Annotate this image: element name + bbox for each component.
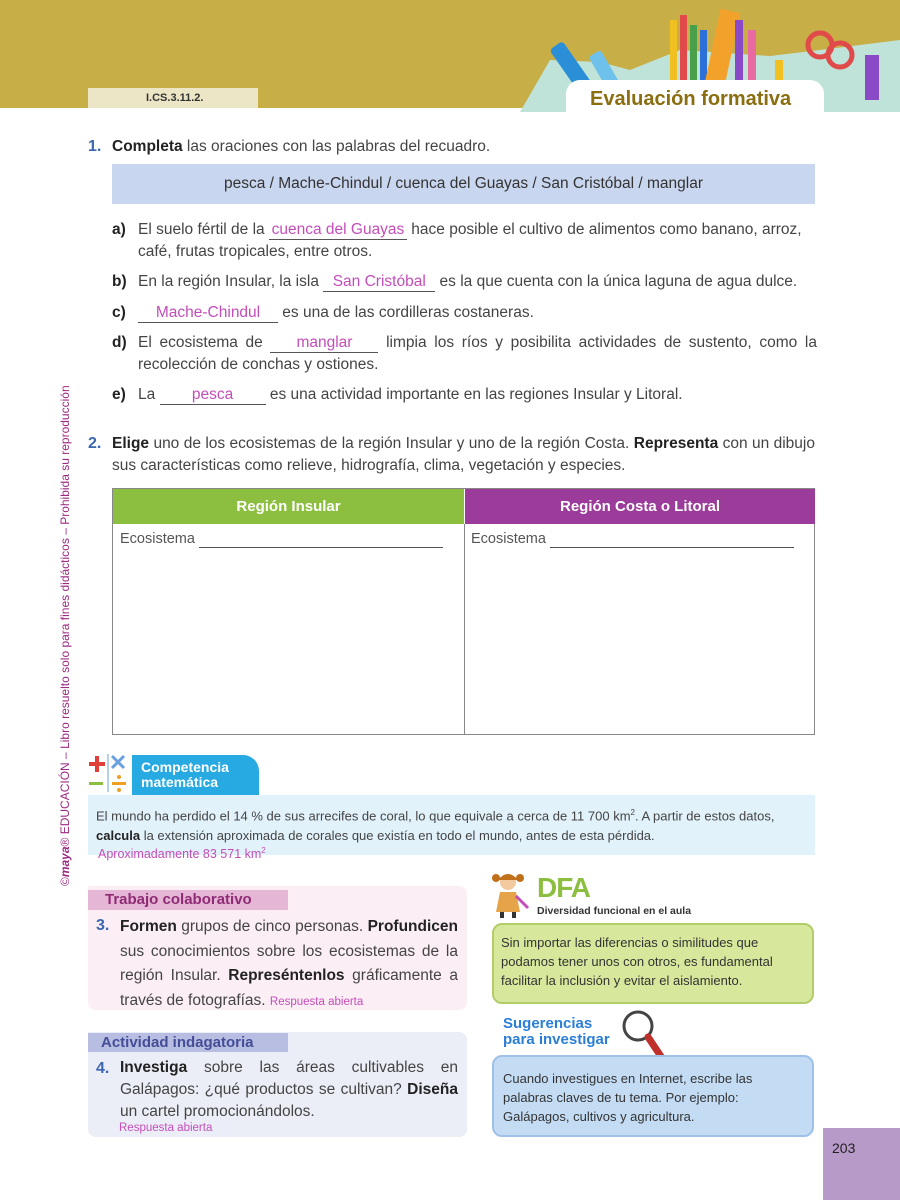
item-e [112,384,817,406]
question-2-text-2: con un dibujo sus características como relieve, hidrografía, clima, vegetación y especies. [112,435,815,474]
sugerencias-title-2: para investigar [503,1031,610,1048]
item-text-before: El ecosistema de [138,334,271,351]
curriculum-code: I.CS.3.11.2. [88,88,258,108]
copyright-symbol: © [58,877,72,886]
sugerencias-title-1: Sugerencias [503,1015,593,1032]
item-a [112,219,817,263]
page-title: Evaluación formativa [590,88,792,110]
competencia-answer-sup: 2 [261,846,266,855]
competencia-answer-text: Aproximadamente 83 571 km [98,847,262,862]
question-2-verb-1: Elige [112,435,150,452]
question-3-text-2: sus conocimientos sobre los ecosistemas de la región Insular. [120,942,458,984]
question-4-verb-1: Investiga [120,1059,188,1076]
item-text-before: El suelo fértil de la [138,221,269,238]
question-1-prompt [112,136,812,158]
word-bank: pesca / Mache-Chindul / cuenca del Guayas / San Cristóbal / manglar [112,164,815,204]
item-c [112,302,817,324]
question-2-verb-2: Representa [633,435,719,452]
drawing-table [112,488,815,735]
question-3-text-1: grupos de cinco personas. [176,918,368,935]
competencia-verb: calcula [96,828,141,844]
item-text-after: es la que cuenta con la única laguna de agua dulce. [435,273,798,290]
item-d [112,332,817,376]
item-text-before: La [138,386,160,403]
item-label: c) [112,304,126,321]
dfa-title: DFA [537,872,590,903]
ecosystem-line-right[interactable] [550,547,794,548]
item-label: b) [112,273,127,290]
item-text-after: es una actividad importante en las regiones Insular y Litoral. [265,386,683,403]
item-label: a) [112,221,126,238]
question-1-number: 1. [88,138,102,155]
answer-blank[interactable]: manglar [270,334,378,353]
question-2-prompt [112,433,815,477]
page-number: 203 [832,1140,856,1156]
sugerencias-box: Cuando investigues en Internet, escribe las palabras claves de tu tema. Por ejemplo: Galápagos, cultivos y agricultura. [492,1055,814,1137]
item-text-after: hace posible el cultivo de alimentos como banano, arroz, café, frutas tropicales, entre otros. [138,221,802,260]
competencia-title-2: matemática [141,774,219,790]
side-note-text: ® EDUCACIÓN – Libro resuelto solo para fines didácticos – Prohibida su reproducción [58,385,72,847]
competencia-text-1: El mundo ha perdido el 14 % de sus arrecifes de coral, lo que equivale a cerca de 11 700 km [96,808,631,824]
competencia-title-1: Competencia [141,759,229,775]
column-header-costa: Región Costa o Litoral [465,489,815,524]
question-2-text-1: uno de los ecosistemas de la región Insular y uno de la región Costa. [149,435,634,452]
item-text-after: limpia los ríos y posibilita actividades de sustento, como la recolección de conchas y ostiones. [138,334,817,373]
dfa-box: Sin importar las diferencias o similitudes que podamos tener unos con otros, es fundamental facilitar la inclusión y evitar el aislamiento. [492,923,814,1004]
question-4-text-2: un cartel promocionándolos. [120,1103,315,1120]
question-1-verb: Completa [112,138,183,155]
answer-blank[interactable]: Mache-Chindul [138,304,278,323]
item-text-before: En la región Insular, la isla [138,273,324,290]
competencia-sup: 2 [630,808,635,817]
competencia-tab [132,755,259,795]
ecosystem-label-right: Ecosistema [471,531,546,547]
item-text-after: es una de las cordilleras costaneras. [278,304,534,321]
item-label: e) [112,386,126,403]
question-4-answer: Respuesta abierta [119,1122,213,1134]
answer-blank[interactable]: San Cristóbal [323,273,435,292]
column-header-insular: Región Insular [113,489,464,524]
question-3-text-3: gráficamente a través de fotografías. [120,967,458,1009]
answer-blank[interactable]: pesca [160,386,266,405]
answer-blank[interactable]: cuenca del Guayas [269,221,407,240]
column-divider [464,524,465,735]
dfa-subtitle: Diversidad funcional en el aula [537,905,692,917]
question-3-verb-2: Profundicen [367,918,458,935]
page-number-tab [823,1128,900,1200]
sugerencias-title [503,1016,610,1048]
question-4-text [120,1057,458,1123]
question-3-text [120,915,458,1014]
side-copyright-note [58,326,72,886]
question-2-number: 2. [88,435,102,452]
question-3-number: 3. [96,917,110,934]
brand-name: maya [58,846,72,878]
competencia-text-2: . A partir de estos datos, [634,808,775,824]
question-3-verb-3: Represéntenlos [228,967,345,984]
competencia-answer [98,846,266,861]
question-3-verb-1: Formen [120,918,177,935]
question-4-number: 4. [96,1060,110,1077]
question-3-answer: Respuesta abierta [269,995,364,1008]
trabajo-colaborativo-label: Trabajo colaborativo [88,890,288,910]
item-label: d) [112,334,127,351]
item-b [112,271,817,293]
ecosystem-label-left: Ecosistema [120,531,195,547]
question-4-verb-2: Diseña [407,1081,458,1098]
actividad-indagatoria-label: Actividad indagatoria [88,1033,288,1052]
girl-figure-icon [486,868,538,920]
question-4-text-1: sobre las áreas cultivables en Galápagos: ¿qué productos se cultivan? [120,1059,458,1098]
ecosystem-line-left[interactable] [199,547,443,548]
competencia-text-3: la extensión aproximada de corales que existía en todo el mundo, antes de esta pérdida. [140,828,655,844]
math-symbols-icon [86,752,132,794]
question-1-text: las oraciones con las palabras del recuadro. [182,138,491,155]
